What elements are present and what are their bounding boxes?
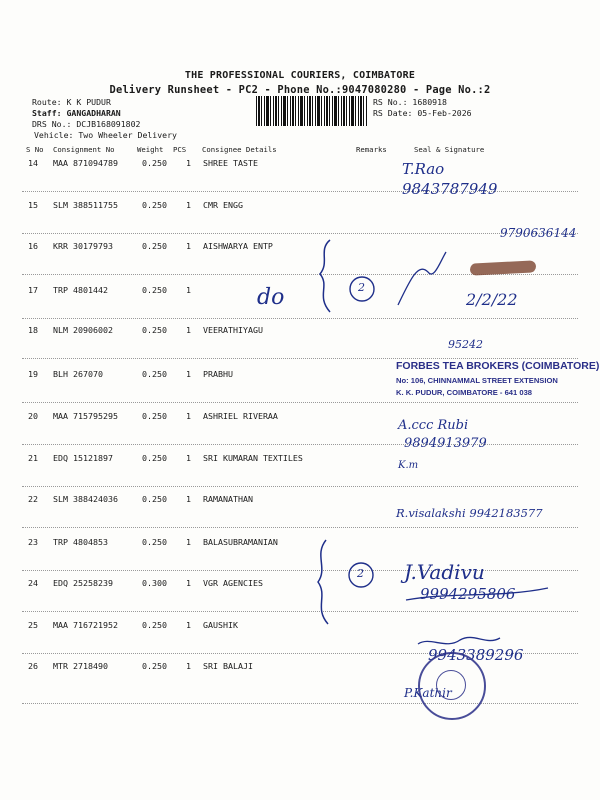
row-consignee: PRABHU [203,369,233,379]
row-pcs: 1 [186,537,191,547]
table-row [0,411,600,453]
row-pcs: 1 [186,158,191,168]
signature-phone: 9843787949 [402,180,498,198]
row-pcs: 1 [186,411,191,421]
row-pcs: 1 [186,200,191,210]
signature-name: T.Rao [402,160,445,178]
row-pcs: 1 [186,325,191,335]
table-row [0,661,600,703]
row-weight: 0.300 [142,578,167,588]
route-label: Route: K K PUDUR [32,97,111,107]
row-divider [22,527,578,528]
row-consignment: EDQ 15121897 [53,453,113,463]
row-consignment: SLM 388424036 [53,494,118,504]
row-consignee: VEERATHIYAGU [203,325,263,335]
row-sno: 23 [28,537,38,547]
signature-phone: 9894913979 [404,436,487,451]
row-weight: 0.250 [142,200,167,210]
runsheet-subtitle: Delivery Runsheet - PC2 - Phone No.:9047080280 - Page No.:2 [109,84,491,96]
table-row [0,158,600,200]
row-divider [22,402,578,403]
rs-number: RS No.: 1680918 [373,97,447,107]
row-divider [22,358,578,359]
row-sno: 15 [28,200,38,210]
row-consignee: RAMANATHAN [203,494,253,504]
row-consignee: BALASUBRAMANIAN [203,537,278,547]
row-consignment: TRP 4804853 [53,537,108,547]
row-pcs: 1 [186,620,191,630]
row-sno: 19 [28,369,38,379]
row-weight: 0.250 [142,158,167,168]
row-sno: 26 [28,661,38,671]
row-sno: 16 [28,241,38,251]
row-pcs: 1 [186,578,191,588]
stamp-line: No: 106, CHINNAMMAL STREET EXTENSION [396,376,558,385]
col-consignee: Consignee Details [202,145,277,154]
signature-name: A.ccc Rubi [398,418,469,433]
row-consignment: MTR 2718490 [53,661,108,671]
row-weight: 0.250 [142,661,167,671]
row-weight: 0.250 [142,411,167,421]
row-divider [22,486,578,487]
drs-label: DRS No.: DCJB168091802 [32,119,141,129]
row-consignment: MAA 871094789 [53,158,118,168]
row-divider [22,444,578,445]
signature-name: P.Kathir [404,686,452,700]
col-weight: Weight [137,145,164,154]
row-pcs: 1 [186,661,191,671]
row-consignment: EDQ 25258239 [53,578,113,588]
row-sno: 24 [28,578,38,588]
row-consignee: SRI BALAJI [203,661,253,671]
row-weight: 0.250 [142,453,167,463]
row-consignee: ASHRIEL RIVERAA [203,411,278,421]
table-row [0,537,600,579]
rs-date: RS Date: 05-Feb-2026 [373,108,472,118]
round-seal-stamp [418,652,486,720]
stamp-line: FORBES TEA BROKERS (COIMBATORE) [396,360,600,372]
signature-phone: 9790636144 [500,226,577,240]
signature-name: K.m [398,460,419,471]
signature-date: 2/2/22 [466,290,518,309]
row-sno: 18 [28,325,38,335]
signature-phone: 9943389296 [428,646,524,664]
col-sno: S No [26,145,44,154]
row-weight: 0.250 [142,285,167,295]
col-remarks: Remarks [356,145,387,154]
row-consignee: CMR ENGG [203,200,243,210]
row-consignee: VGR AGENCIES [203,578,263,588]
row-sno: 20 [28,411,38,421]
row-consignee: AISHWARYA ENTP [203,241,273,251]
row-weight: 0.250 [142,325,167,335]
row-pcs: 1 [186,285,191,295]
circled-number: 2 [358,281,365,294]
signature-phone: 9994295806 [420,585,516,603]
row-weight: 0.250 [142,369,167,379]
row-weight: 0.250 [142,494,167,504]
row-pcs: 1 [186,453,191,463]
row-pcs: 1 [186,241,191,251]
row-weight: 0.250 [142,241,167,251]
row-consignment: MAA 716721952 [53,620,118,630]
row-weight: 0.250 [142,537,167,547]
row-divider [22,570,578,571]
row-consignment: SLM 388511755 [53,200,118,210]
company-stamp [396,360,600,397]
table-bottom-divider [22,703,578,704]
row-pcs: 1 [186,494,191,504]
row-sno: 14 [28,158,38,168]
row-weight: 0.250 [142,620,167,630]
row-consignment: TRP 4801442 [53,285,108,295]
row-divider [22,611,578,612]
stamp-line: K. K. PUDUR, COIMBATORE - 641 038 [396,388,533,397]
circled-number: 2 [357,567,364,580]
row-pcs: 1 [186,369,191,379]
row-sno: 21 [28,453,38,463]
row-sno: 17 [28,285,38,295]
col-seal-signature: Seal & Signature [414,145,485,154]
signature-number: 95242 [448,338,483,351]
row-consignee: SHREE TASTE [203,158,258,168]
row-consignee: GAUSHIK [203,620,238,630]
row-consignment: MAA 715795295 [53,411,118,421]
company-title: THE PROFESSIONAL COURIERS, COIMBATORE [184,70,416,81]
row-divider [22,318,578,319]
col-pcs: PCS [173,145,187,154]
row-divider [22,233,578,234]
col-consignment: Consignment No [53,145,115,154]
ditto-mark: do [257,285,285,310]
row-sno: 25 [28,620,38,630]
row-consignment: KRR 30179793 [53,241,113,251]
signature-name: J.Vadivu [404,560,485,584]
row-sno: 22 [28,494,38,504]
signature-text: R.visalakshi 9942183577 [396,506,543,520]
row-consignment: BLH 267070 [53,369,103,379]
vehicle-label: Vehicle: Two Wheeler Delivery [34,130,177,140]
row-consignment: NLM 20906002 [53,325,113,335]
staff-label: Staff: GANGADHARAN [32,108,121,118]
table-row [0,453,600,495]
row-consignee: SRI KUMARAN TEXTILES [203,453,303,463]
barcode [256,96,368,126]
